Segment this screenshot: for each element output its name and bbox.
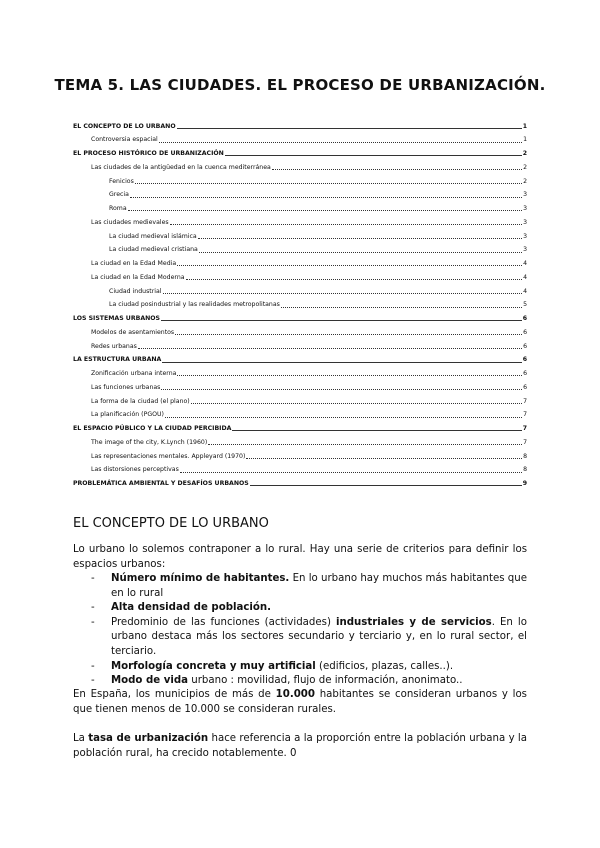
toc-entry-page: 3 (523, 232, 527, 240)
toc-leader (165, 417, 522, 418)
criteria-text (92, 572, 527, 601)
toc-leader (272, 169, 522, 170)
spain-text: En España, los municipios de más de (73, 689, 276, 700)
toc-entry-label: Modelos de asentamientos (91, 328, 175, 336)
toc-entry-label: EL ESPACIO PÚBLICO Y LA CIUDAD PERCIBIDA (73, 425, 232, 433)
toc-entry-page: 7 (523, 438, 527, 446)
toc-entry[interactable] (73, 460, 527, 474)
toc-entry-label: Las representaciones mentales. Appleyard (1970) (91, 452, 246, 460)
toc-leader (163, 293, 523, 294)
criteria-term: industriales y de servicios (335, 616, 492, 628)
toc-entry[interactable] (73, 446, 527, 460)
toc-entry-label: La ciudad posindustrial y las realidades metropolitanas (109, 301, 280, 309)
criteria-detail: En lo urbano hay muchos más habitantes que en lo rural (111, 573, 527, 599)
toc-entry[interactable] (73, 281, 527, 295)
rate-text: La (73, 733, 89, 744)
toc-entry[interactable] (73, 322, 527, 336)
toc-entry[interactable] (73, 295, 527, 309)
toc-entry-page: 3 (523, 246, 527, 254)
toc-entry-page: 6 (523, 370, 527, 378)
toc-entry-page: 6 (522, 356, 527, 364)
toc-leader (186, 279, 522, 280)
bullet-dash: - (91, 616, 95, 628)
toc-entry-label: La ciudad en la Edad Moderna (91, 273, 185, 281)
criteria-list (73, 572, 527, 689)
toc-leader (199, 252, 522, 253)
toc-leader (246, 458, 522, 459)
criteria-item (73, 601, 527, 616)
criteria-text (92, 674, 527, 689)
criteria-item (73, 616, 527, 660)
toc-entry-label: Redes urbanas (91, 342, 137, 350)
toc-entry-label: Grecia (109, 191, 129, 199)
toc-entry-label: EL CONCEPTO DE LO URBANO (73, 122, 176, 130)
toc-leader (170, 224, 522, 225)
toc-leader (225, 155, 522, 156)
toc-entry-label: LA ESTRUCTURA URBANA (73, 356, 162, 364)
table-of-contents (73, 116, 527, 487)
criteria-term: Modo de vida (111, 675, 189, 687)
toc-entry[interactable] (73, 474, 527, 488)
criteria-text (92, 616, 527, 660)
toc-entry-label: PROBLEMÁTICA AMBIENTAL Y DESAFÍOS URBANOS (73, 480, 249, 488)
criteria-detail: (edificios, plazas, calles..). (315, 660, 454, 672)
toc-entry-page: 8 (523, 466, 527, 474)
toc-entry[interactable] (73, 336, 527, 350)
criteria-text (92, 601, 527, 616)
toc-leader (175, 334, 522, 335)
toc-entry-page: 6 (523, 328, 527, 336)
criteria-item (73, 572, 527, 601)
toc-entry-label: Zonificación urbana interna (91, 370, 177, 378)
toc-entry-label: La ciudad medieval islámica (109, 232, 197, 240)
toc-leader (232, 430, 521, 431)
toc-entry-page: 9 (522, 480, 527, 488)
toc-leader (159, 142, 522, 143)
toc-entry-page: 2 (523, 177, 527, 185)
urbanization-rate-paragraph (73, 732, 527, 761)
toc-entry-label: La forma de la ciudad (el plano) (91, 397, 190, 405)
toc-leader (161, 389, 522, 390)
rate-term: tasa de urbanización (88, 733, 209, 744)
toc-entry[interactable] (73, 116, 527, 130)
toc-entry[interactable] (73, 130, 527, 144)
toc-leader (198, 238, 522, 239)
criteria-text (92, 660, 527, 675)
toc-entry-page: 3 (523, 191, 527, 199)
intro-paragraph: Lo urbano lo solemos contraponer a lo rural. Hay una serie de criterios para definir los espacios urbanos: (73, 544, 527, 570)
toc-entry-label: The image of the city, K.Lynch (1960) (91, 438, 208, 446)
toc-leader (177, 128, 522, 129)
toc-leader (135, 183, 522, 184)
document-title: TEMA 5. LAS CIUDADES. EL PROCESO DE URBANIZACIÓN. (54, 76, 546, 94)
toc-leader (128, 210, 522, 211)
toc-entry-page: 4 (523, 287, 527, 295)
criteria-item (73, 660, 527, 675)
toc-entry[interactable] (73, 267, 527, 281)
toc-entry-page: 2 (522, 150, 527, 158)
toc-entry[interactable] (73, 364, 527, 378)
toc-entry[interactable] (73, 405, 527, 419)
section-heading: EL CONCEPTO DE LO URBANO (73, 516, 269, 531)
toc-leader (177, 265, 522, 266)
toc-entry-page: 4 (523, 273, 527, 281)
toc-entry-label: Las ciudades de la antigüedad en la cuenca mediterránea (91, 163, 271, 171)
bullet-dash: - (91, 602, 95, 614)
bullet-dash: - (91, 660, 95, 672)
toc-leader (208, 444, 522, 445)
toc-entry[interactable] (73, 144, 527, 158)
toc-leader (281, 307, 522, 308)
toc-entry-page: 6 (522, 315, 527, 323)
criteria-term: Alta densidad de población. (111, 602, 272, 614)
toc-entry-label: Las ciudades medievales (91, 218, 169, 226)
criteria-prefix: Predominio de las funciones (actividades) (111, 616, 336, 628)
toc-entry-label: Controversia espacial (91, 136, 158, 144)
spain-threshold: 10.000 (275, 689, 315, 700)
toc-entry[interactable] (73, 432, 527, 446)
toc-leader (138, 348, 522, 349)
toc-entry-label: Las funciones urbanas (91, 383, 161, 391)
toc-entry-label: La ciudad en la Edad Media (91, 260, 177, 268)
spain-text-rest: habitantes se consideran urbanos y los que tienen menos de 10.000 se consideran rurales. (73, 689, 527, 715)
toc-entry[interactable] (73, 212, 527, 226)
toc-entry-page: 8 (523, 452, 527, 460)
toc-entry-label: Ciudad industrial (109, 287, 162, 295)
toc-entry-label: La ciudad medieval cristiana (109, 246, 198, 254)
toc-entry-label: La planificación (PGOU) (91, 411, 164, 419)
toc-entry-page: 7 (523, 397, 527, 405)
toc-leader (180, 472, 522, 473)
toc-entry[interactable] (73, 419, 527, 433)
criteria-term: Número mínimo de habitantes. (111, 573, 290, 584)
toc-entry-page: 5 (523, 301, 527, 309)
criteria-item (73, 674, 527, 689)
toc-entry[interactable] (73, 226, 527, 240)
toc-entry[interactable] (73, 185, 527, 199)
toc-entry-page: 6 (523, 342, 527, 350)
toc-leader (161, 320, 522, 321)
criteria-term: Morfología concreta y muy artificial (111, 660, 316, 672)
toc-entry-label: EL PROCESO HISTÓRICO DE URBANIZACIÓN (73, 150, 224, 158)
toc-entry-page: 7 (523, 411, 527, 419)
criteria-detail: . En lo urbano destaca más los sectores secundario y terciario y, en lo rural sector, el terciario. (111, 616, 527, 657)
toc-entry[interactable] (73, 171, 527, 185)
toc-entry[interactable] (73, 240, 527, 254)
toc-leader (130, 197, 522, 198)
rate-text-rest: hace referencia a la proporción entre la población urbana y la población rural, ha crecido notablemente. 0 (73, 733, 527, 759)
toc-leader (191, 403, 522, 404)
toc-entry[interactable] (73, 309, 527, 323)
toc-entry-page: 2 (523, 163, 527, 171)
toc-entry-label: Fenicios (109, 177, 134, 185)
toc-entry-label: Las distorsiones perceptivas (91, 466, 179, 474)
toc-entry-label: LOS SISTEMAS URBANOS (73, 315, 160, 323)
toc-entry-page: 3 (523, 218, 527, 226)
toc-entry-page: 4 (523, 260, 527, 268)
toc-leader (162, 362, 521, 363)
toc-entry[interactable] (73, 157, 527, 171)
toc-leader (250, 485, 522, 486)
bullet-dash: - (91, 675, 95, 687)
criteria-detail: urbano : movilidad, flujo de información, anonimato.. (188, 675, 463, 687)
toc-entry[interactable] (73, 377, 527, 391)
toc-entry[interactable] (73, 350, 527, 364)
toc-entry-page: 3 (523, 205, 527, 213)
toc-leader (177, 375, 522, 376)
toc-entry-page: 1 (522, 122, 527, 130)
toc-entry-label: Roma (109, 205, 127, 213)
toc-entry-page: 1 (523, 136, 527, 144)
toc-entry[interactable] (73, 199, 527, 213)
toc-entry[interactable] (73, 391, 527, 405)
toc-entry[interactable] (73, 254, 527, 268)
bullet-dash: - (91, 573, 95, 584)
toc-entry-page: 6 (523, 383, 527, 391)
spain-paragraph (73, 688, 527, 717)
toc-entry-page: 7 (522, 425, 527, 433)
